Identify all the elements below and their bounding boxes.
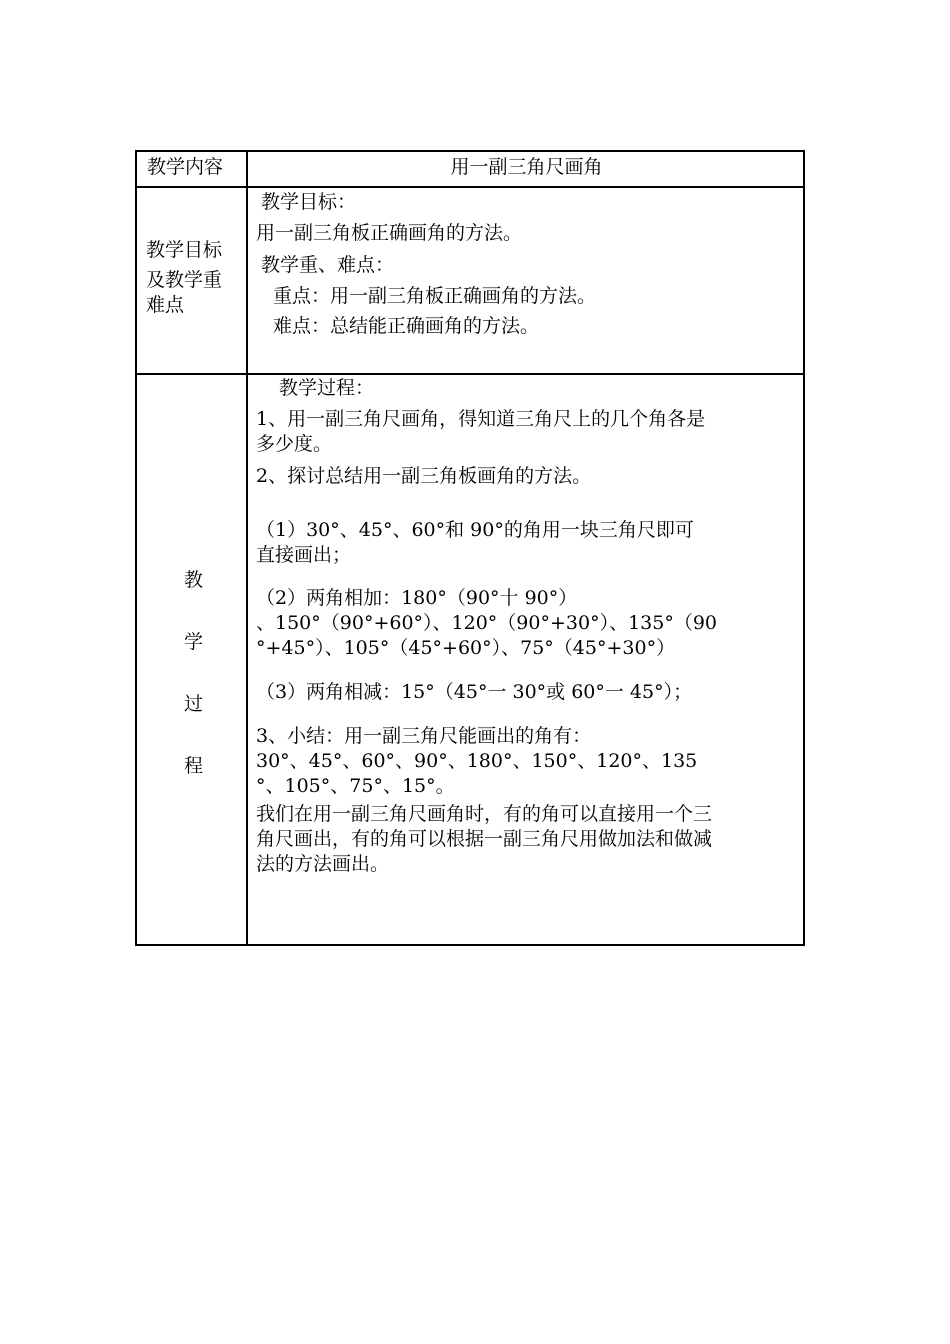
process-line: 法的方法画出。 bbox=[256, 853, 390, 875]
row-divider-objectives bbox=[137, 373, 803, 375]
process-line: 角尺画出，有的角可以根据一副三角尺用做加法和做减 bbox=[256, 828, 713, 850]
lesson-plan-table bbox=[135, 150, 805, 946]
lesson-title: 用一副三角尺画角 bbox=[450, 156, 603, 178]
process-line: 直接画出； bbox=[256, 544, 352, 566]
goal-text: 用一副三角板正确画角的方法。 bbox=[256, 222, 523, 244]
process-line: （2）两角相加：180°（90°十 90°） bbox=[256, 587, 578, 609]
process-line: 2、探讨总结用一副三角板画角的方法。 bbox=[256, 465, 592, 487]
process-heading: 教学过程： bbox=[279, 377, 375, 399]
difficult-point: 难点：总结能正确画角的方法。 bbox=[273, 315, 540, 337]
objectives-label-line-1: 教学目标 bbox=[146, 239, 223, 261]
process-line: 多少度。 bbox=[256, 433, 333, 455]
process-label-char-2: 学 bbox=[184, 631, 204, 653]
row-divider-header bbox=[137, 186, 803, 188]
process-line: 30°、45°、60°、90°、180°、150°、120°、135 bbox=[256, 750, 698, 772]
process-line: 1、用一副三角尺画角，得知道三角尺上的几个角各是 bbox=[256, 408, 706, 430]
goal-heading: 教学目标： bbox=[261, 191, 357, 213]
process-label-char-4: 程 bbox=[184, 755, 204, 777]
process-line: （3）两角相减：15°（45°一 30°或 60°一 45°）； bbox=[256, 681, 693, 703]
process-label-char-3: 过 bbox=[184, 693, 204, 715]
key-point: 重点：用一副三角板正确画角的方法。 bbox=[273, 285, 597, 307]
objectives-label-line-2: 及教学重 bbox=[146, 269, 223, 291]
column-divider bbox=[246, 152, 248, 944]
keypoints-heading: 教学重、难点： bbox=[261, 254, 395, 276]
process-line: 3、小结：用一副三角尺能画出的角有： bbox=[256, 725, 592, 747]
process-line: 、150°（90°+60°）、120°（90°+30°）、135°（90 bbox=[256, 612, 718, 634]
process-line: （1）30°、45°、60°和 90°的角用一块三角尺即可 bbox=[256, 519, 694, 541]
process-line: 我们在用一副三角尺画角时，有的角可以直接用一个三 bbox=[256, 803, 713, 825]
process-line: °+45°）、105°（45°+60°）、75°（45°+30°） bbox=[256, 637, 676, 659]
process-label-char-1: 教 bbox=[184, 569, 204, 591]
process-line: °、105°、75°、15°。 bbox=[256, 775, 455, 797]
objectives-label-line-3: 难点 bbox=[146, 294, 185, 316]
header-label: 教学内容 bbox=[147, 156, 224, 178]
